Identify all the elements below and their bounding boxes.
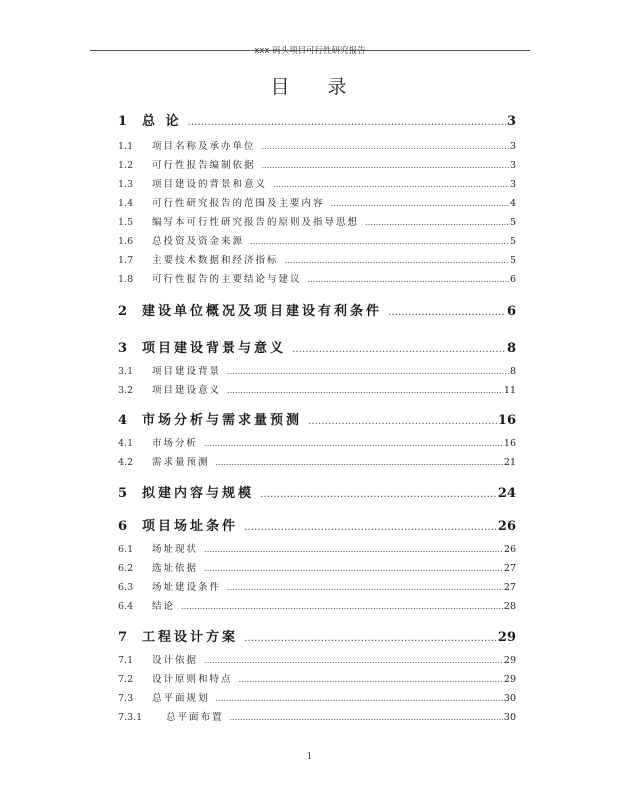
toc-entry-page: 21 <box>503 457 516 468</box>
toc-entry[interactable] <box>118 598 516 612</box>
toc-entry-number: 1 <box>118 114 128 129</box>
toc-entry[interactable] <box>118 337 516 356</box>
toc-entry-title: 项目建设意义 <box>152 385 222 396</box>
toc-entry-title: 结论 <box>152 601 176 612</box>
toc-entry-title: 项目建设的背景和意义 <box>152 179 268 190</box>
toc-entry-title: 可行性报告的主要结论与建议 <box>152 274 302 285</box>
toc-entry[interactable] <box>118 300 516 319</box>
toc-entry-number: 6.4 <box>118 601 134 612</box>
toc-entry-number: 2 <box>118 304 128 319</box>
dot-leader <box>308 275 509 284</box>
dot-leader <box>230 713 503 722</box>
dot-leader <box>292 344 506 355</box>
dot-leader <box>244 522 497 533</box>
toc-entry-page: 29 <box>497 630 516 645</box>
toc-entry-number: 1.5 <box>118 217 134 228</box>
toc-entry[interactable] <box>118 271 516 285</box>
toc-entry-page: 8 <box>509 366 516 377</box>
toc-entry[interactable] <box>118 671 516 685</box>
toc-entry[interactable] <box>118 382 516 396</box>
toc-entry-page: 3 <box>509 141 516 152</box>
toc-entry[interactable] <box>118 652 516 666</box>
toc-entry-title: 需求量预测 <box>152 457 210 468</box>
toc-entry-page: 29 <box>503 655 516 666</box>
toc-entry-page: 16 <box>503 438 516 449</box>
toc-entry-page: 30 <box>503 712 516 723</box>
toc-entry[interactable] <box>118 138 516 152</box>
toc-entry-page: 3 <box>509 179 516 190</box>
header-text: xxx 码头项目可行性研究报告 <box>254 46 366 56</box>
toc-entry-title: 建设单位概况及项目建设有利条件 <box>142 304 383 319</box>
dot-leader <box>216 694 503 703</box>
toc-entry-page: 11 <box>503 385 516 396</box>
toc-entry-number: 1.4 <box>118 198 134 209</box>
toc-entry[interactable] <box>118 454 516 468</box>
toc-entry-title: 可行性报告编制依据 <box>152 160 256 171</box>
dot-leader <box>308 416 497 427</box>
dot-leader <box>262 142 509 151</box>
toc-entry-number: 7.2 <box>118 674 134 685</box>
toc-entry-title: 项目建设背景 <box>152 366 222 377</box>
toc-entry[interactable] <box>118 214 516 228</box>
toc-entry-number: 7.1 <box>118 655 134 666</box>
dot-leader <box>262 161 509 170</box>
toc-entry-title: 总平面布置 <box>166 712 224 723</box>
toc-entry-title: 市场分析 <box>152 438 199 449</box>
toc-entry-page: 16 <box>497 413 516 428</box>
toc-entry[interactable] <box>118 252 516 266</box>
toc-entry-page: 4 <box>509 198 516 209</box>
toc-entry[interactable] <box>118 363 516 377</box>
page-title: 目 录 <box>270 76 363 98</box>
dot-leader <box>204 439 503 448</box>
toc-entry[interactable] <box>118 409 516 428</box>
toc-entry-number: 6.3 <box>118 582 134 593</box>
toc-entry-title: 主要技术数据和经济指标 <box>152 255 279 266</box>
toc-entry[interactable] <box>118 110 516 129</box>
toc-entry-number: 3.1 <box>118 366 134 377</box>
toc-entry[interactable] <box>118 515 516 534</box>
toc-entry[interactable] <box>118 176 516 190</box>
dot-leader <box>227 367 509 376</box>
dot-leader <box>365 218 509 227</box>
toc-entry[interactable] <box>118 233 516 247</box>
toc-entry-number: 7.3 <box>118 693 134 704</box>
dot-leader <box>204 564 503 573</box>
toc-entry[interactable] <box>118 435 516 449</box>
dot-leader <box>204 545 503 554</box>
toc-entry-page: 26 <box>503 544 516 555</box>
toc-entry-title: 选址依据 <box>152 563 199 574</box>
toc-entry[interactable] <box>118 579 516 593</box>
toc-entry-number: 6.2 <box>118 563 134 574</box>
toc-entry-number: 1.2 <box>118 160 134 171</box>
toc-entry-title: 总投资及资金来源 <box>152 236 245 247</box>
toc-entry-page: 5 <box>509 255 516 266</box>
page-header <box>90 38 530 56</box>
toc-entry[interactable] <box>118 157 516 171</box>
toc-entry-number: 1.8 <box>118 274 134 285</box>
toc-entry-number: 1.7 <box>118 255 134 266</box>
toc-entry-page: 27 <box>503 563 516 574</box>
dot-leader <box>273 180 509 189</box>
dot-leader <box>227 386 503 395</box>
toc-entry-title: 编写本可行性研究报告的原则及指导思想 <box>152 217 360 228</box>
toc-entry-page: 27 <box>503 582 516 593</box>
toc-entry-number: 1.6 <box>118 236 134 247</box>
dot-leader <box>239 675 503 684</box>
toc-entry-number: 1.3 <box>118 179 134 190</box>
toc-entry-title: 场址建设条件 <box>152 582 222 593</box>
dot-leader <box>216 458 503 467</box>
dot-leader <box>331 199 509 208</box>
toc-entry-number: 7.3.1 <box>118 712 143 723</box>
toc-entry-title: 项目名称及承办单位 <box>152 141 256 152</box>
toc-entry-page: 8 <box>506 341 516 356</box>
toc-entry-page: 26 <box>497 519 516 534</box>
toc-entry-page: 3 <box>509 160 516 171</box>
toc-entry-number: 4.1 <box>118 438 134 449</box>
toc-entry-title: 拟建内容与规模 <box>142 486 255 501</box>
toc-entry-page: 30 <box>503 693 516 704</box>
dot-leader <box>227 583 503 592</box>
dot-leader <box>188 117 506 128</box>
toc-entry-page: 6 <box>509 274 516 285</box>
toc-entry-number: 3 <box>118 341 128 356</box>
dot-leader <box>388 307 506 318</box>
toc-entry-page: 24 <box>497 486 516 501</box>
toc-entry-number: 4 <box>118 413 128 428</box>
toc-entry[interactable] <box>118 541 516 555</box>
dot-leader <box>260 489 497 500</box>
toc-entry[interactable] <box>118 482 516 501</box>
toc-entry-page: 3 <box>506 114 516 129</box>
dot-leader <box>244 633 497 644</box>
toc-entry-title: 工程设计方案 <box>142 630 239 645</box>
toc-entry-title: 设计原则和特点 <box>152 674 233 685</box>
toc-entry-number: 7 <box>118 630 128 645</box>
toc-entry[interactable] <box>118 560 516 574</box>
toc-entry[interactable] <box>118 195 516 209</box>
toc-entry-number: 5 <box>118 486 128 501</box>
toc-entry-page: 5 <box>509 217 516 228</box>
toc-entry[interactable] <box>118 626 516 645</box>
toc-entry-number: 1.1 <box>118 141 134 152</box>
toc-entry-page: 6 <box>506 304 516 319</box>
toc-entry-page: 5 <box>509 236 516 247</box>
toc-entry-title: 场址现状 <box>152 544 199 555</box>
toc-entry-title: 设计依据 <box>152 655 199 666</box>
toc-entry[interactable] <box>118 709 516 723</box>
toc-entry-number: 3.2 <box>118 385 134 396</box>
dot-leader <box>250 237 509 246</box>
toc-entry-title: 项目场址条件 <box>142 519 239 534</box>
dot-leader <box>204 656 503 665</box>
toc-entry-title: 市场分析与需求量预测 <box>142 413 303 428</box>
toc-entry-title: 总 论 <box>142 114 182 129</box>
dot-leader <box>285 256 509 265</box>
toc-entry[interactable] <box>118 690 516 704</box>
toc-entry-number: 4.2 <box>118 457 134 468</box>
page-number: 1 <box>306 752 313 762</box>
toc-entry-title: 总平面规划 <box>152 693 210 704</box>
toc-entry-title: 项目建设背景与意义 <box>142 341 287 356</box>
dot-leader <box>181 602 503 611</box>
toc-entry-page: 29 <box>503 674 516 685</box>
toc-entry-number: 6.1 <box>118 544 134 555</box>
toc-entry-title: 可行性研究报告的范围及主要内容 <box>152 198 325 209</box>
toc-entry-number: 6 <box>118 519 128 534</box>
toc-entry-page: 28 <box>503 601 516 612</box>
